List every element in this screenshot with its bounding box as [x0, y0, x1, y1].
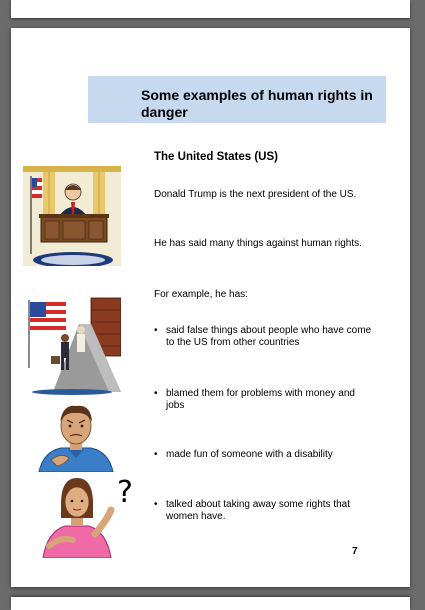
next-page-edge [11, 597, 410, 610]
paragraph-for-example: For example, he has: [154, 289, 248, 300]
document-page [11, 28, 410, 587]
svg-text:?: ? [117, 475, 133, 510]
immigrants-at-border-icon [23, 296, 121, 396]
page-number: 7 [352, 546, 358, 557]
questioning-woman-icon [37, 474, 137, 558]
bullet-text: made fun of someone with a disability [166, 449, 333, 460]
bullet-text: blamed them for problems with money and jobs [166, 388, 355, 411]
bullet-text: said false things about people who have come to the US from other countries [166, 325, 372, 348]
bullet-marker: • [154, 449, 158, 460]
worried-man-icon [31, 402, 121, 472]
section-heading: The United States (US) [154, 151, 278, 163]
bullet-marker: • [154, 499, 158, 510]
previous-page-edge [11, 0, 410, 18]
paragraph-president: Donald Trump is the next president of the US. [154, 189, 357, 200]
bullet-text: talked about taking away some rights that women have. [166, 499, 350, 522]
title-banner [88, 76, 386, 123]
page-title: Some examples of human rights in danger [141, 87, 373, 120]
bullet-marker: • [154, 325, 158, 336]
president-at-desk-icon [23, 166, 121, 266]
paragraph-against-rights: He has said many things against human rights. [154, 238, 362, 249]
bullet-marker: • [154, 388, 158, 399]
